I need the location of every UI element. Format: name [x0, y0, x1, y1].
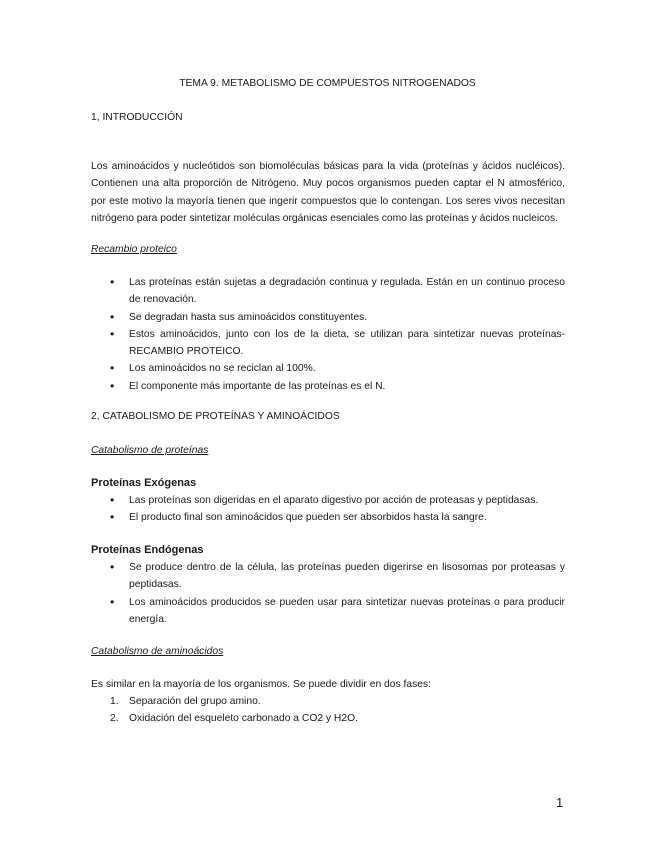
list-item: • Estos aminoácidos, junto con los de la dieta, se utilizan para sintetizar nuevas proteínas-RECAMBIO PROTEICO.: [91, 326, 565, 361]
list-item: [91, 693, 565, 710]
list-item: • Los aminoácidos no se reciclan al 100%.: [91, 360, 565, 377]
aminoacidos-paragraph: Es similar en la mayoría de los organismos. Se puede dividir en dos fases:: [91, 679, 431, 690]
endogenas-heading: Proteínas Endógenas: [91, 544, 204, 556]
list-text: Oxidación del esqueleto carbonado a CO2 y H2O.: [129, 713, 358, 725]
document-title: TEMA 9. METABOLISMO DE COMPUESTOS NITROGENADOS: [179, 78, 476, 89]
list-item: [91, 710, 565, 727]
fases-list: [91, 693, 565, 728]
list-item: • El producto final son aminoácidos que pueden ser absorbidos hasta la sangre.: [91, 509, 565, 526]
intro-paragraph: Los aminoácidos y nucleótidos son biomoléculas básicas para la vida (proteínas y ácidos nucléicos). Contienen una alta proporción de Nitrógeno. Muy pocos organismos pueden captar el N atmosférico, por este motivo la mayoría tienen que ingerir compuestos que lo contengan. Los seres vivos necesitan nitrógeno para poder sintetizar moléculas orgánicas esenciales como las proteínas y ácidos nucleicos.: [91, 161, 565, 224]
list-item: • Las proteínas están sujetas a degradación continua y regulada. Están en un continuo proceso de renovación.: [91, 274, 565, 309]
list-text: Separación del grupo amino.: [129, 696, 261, 707]
exogenas-list: [91, 492, 565, 527]
list-number: 1.: [110, 696, 119, 707]
cat-proteinas-heading-text: Catabolismo de proteínas: [91, 445, 209, 456]
cat-proteinas-heading: [91, 442, 565, 459]
recambio-heading-text: Recambio proteico: [91, 244, 177, 255]
cat-aminoacidos-heading: [91, 643, 565, 660]
list-item: • Se produce dentro de la célula, las proteínas pueden digerirse en lisosomas por proteasas y peptidasas.: [91, 559, 565, 594]
catabolismo-heading: 2, CATABOLISMO DE PROTEÍNAS Y AMINOÁCIDOS: [91, 411, 340, 422]
list-item: • Se degradan hasta sus aminoácidos constituyentes.: [91, 309, 565, 326]
endogenas-list: [91, 559, 565, 628]
list-item: • Los aminoácidos producidos se pueden usar para sintetizar nuevas proteínas o para producir energía.: [91, 594, 565, 629]
cat-aminoacidos-heading-text: Catabolismo de aminoácidos: [91, 646, 224, 657]
intro-heading: 1, INTRODUCCIÓN: [91, 112, 183, 123]
list-item: • El componente más importante de las proteínas es el N.: [91, 378, 565, 395]
list-item: • Las proteínas son digeridas en el aparato digestivo por acción de proteasas y peptidasas.: [91, 492, 565, 509]
page-number: 1: [556, 795, 564, 810]
exogenas-heading: Proteínas Exógenas: [91, 477, 197, 489]
recambio-list: [91, 274, 565, 395]
list-number: 2.: [110, 713, 119, 725]
recambio-heading: [91, 241, 565, 258]
